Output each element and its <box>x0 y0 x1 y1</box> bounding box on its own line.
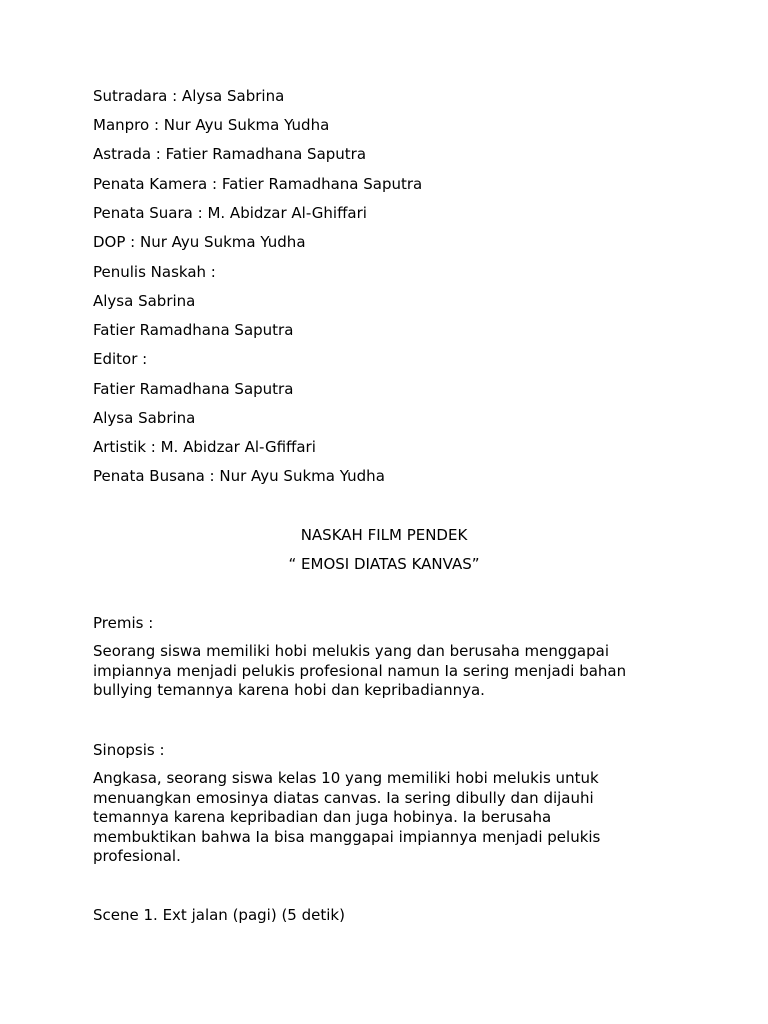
sinopsis-line: membuktikan bahwa Ia bisa manggapai impiannya menjadi pelukis <box>93 827 601 846</box>
credit-editor-2: Alysa Sabrina <box>93 409 196 427</box>
premis-line: Seorang siswa memiliki hobi melukis yang dan berusaha menggapai <box>93 642 609 660</box>
premis-paragraph <box>93 642 683 701</box>
premis-line: bullying temannya karena hobi dan kepribadiannya. <box>93 681 485 699</box>
credit-costume: Penata Busana : Nur Ayu Sukma Yudha <box>93 467 385 485</box>
credit-sound: Penata Suara : M. Abidzar Al-Ghiffari <box>93 204 367 222</box>
credit-editor-1: Fatier Ramadhana Saputra <box>93 380 294 398</box>
credit-writer-2: Fatier Ramadhana Saputra <box>93 321 294 339</box>
credit-writer-label: Penulis Naskah : <box>93 263 216 281</box>
document-heading: NASKAH FILM PENDEK <box>300 526 468 544</box>
credit-writer-1: Alysa Sabrina <box>93 292 196 310</box>
credit-astrada: Astrada : Fatier Ramadhana Saputra <box>93 145 367 163</box>
scene-heading: Scene 1. Ext jalan (pagi) (5 detik) <box>93 906 345 924</box>
sinopsis-line: profesional. <box>93 847 181 865</box>
sinopsis-line: Angkasa, seorang siswa kelas 10 yang memiliki hobi melukis untuk <box>93 769 599 787</box>
premis-label: Premis : <box>93 614 154 632</box>
credit-artistic: Artistik : M. Abidzar Al-Gfiffari <box>93 438 316 456</box>
credit-dop: DOP : Nur Ayu Sukma Yudha <box>93 233 306 251</box>
credit-camera: Penata Kamera : Fatier Ramadhana Saputra <box>93 175 423 193</box>
sinopsis-paragraph <box>93 769 683 867</box>
credit-manpro: Manpro : Nur Ayu Sukma Yudha <box>93 116 330 134</box>
film-title: “ EMOSI DIATAS KANVAS” <box>288 555 480 573</box>
sinopsis-line: menuangkan emosinya diatas canvas. Ia sering dibully dan dijauhi <box>93 788 594 807</box>
credit-director: Sutradara : Alysa Sabrina <box>93 87 285 105</box>
credit-editor-label: Editor : <box>93 350 148 368</box>
premis-line: impiannya menjadi pelukis profesional namun Ia sering menjadi bahan <box>93 661 627 680</box>
sinopsis-label: Sinopsis : <box>93 741 165 759</box>
sinopsis-line: temannya karena kepribadian dan juga hobinya. Ia berusaha <box>93 808 552 826</box>
